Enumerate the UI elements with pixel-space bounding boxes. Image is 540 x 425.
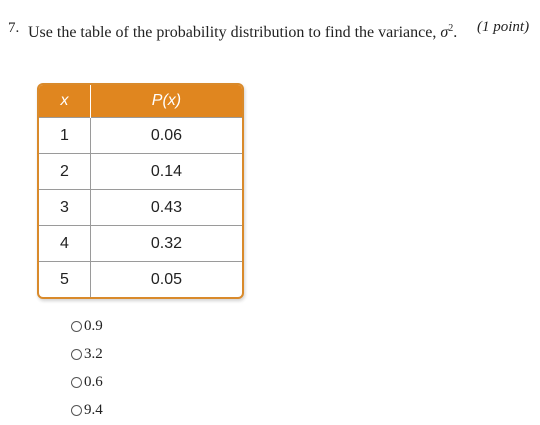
- radio-button[interactable]: [71, 321, 82, 332]
- cell-px: 0.43: [90, 190, 242, 226]
- option-label[interactable]: 3.2: [84, 345, 103, 362]
- question-text: [28, 24, 457, 42]
- cell-px: 0.05: [90, 262, 242, 298]
- cell-x: 3: [39, 190, 90, 226]
- cell-px: 0.06: [90, 118, 242, 154]
- question-end: .: [453, 24, 458, 41]
- header-x: x: [39, 85, 90, 118]
- sigma-symbol: σ: [440, 24, 449, 41]
- table-row: [39, 118, 242, 154]
- table-header-row: [39, 85, 242, 118]
- answer-option-4[interactable]: [71, 396, 103, 424]
- cell-x: 5: [39, 262, 90, 298]
- option-label[interactable]: 0.9: [84, 317, 103, 334]
- radio-button[interactable]: [71, 377, 82, 388]
- question-number: 7.: [8, 20, 20, 36]
- radio-button[interactable]: [71, 349, 82, 360]
- radio-button[interactable]: [71, 405, 82, 416]
- answer-options: [71, 312, 103, 424]
- cell-x: 4: [39, 226, 90, 262]
- table-row: [39, 190, 242, 226]
- probability-table: [37, 83, 244, 299]
- table-row: [39, 262, 242, 298]
- cell-px: 0.14: [90, 154, 242, 190]
- cell-x: 2: [39, 154, 90, 190]
- cell-x: 1: [39, 118, 90, 154]
- table-row: [39, 226, 242, 262]
- cell-px: 0.32: [90, 226, 242, 262]
- header-px: P(x): [90, 85, 242, 118]
- points-label: (1 point): [477, 19, 530, 35]
- option-label[interactable]: 0.6: [84, 373, 103, 390]
- answer-option-2[interactable]: [71, 340, 103, 368]
- table-row: [39, 154, 242, 190]
- sigma-exponent: 2: [448, 23, 454, 34]
- option-label[interactable]: 9.4: [84, 401, 103, 418]
- question-prompt: Use the table of the probability distribution to find the variance,: [28, 24, 441, 41]
- answer-option-1[interactable]: [71, 312, 103, 340]
- answer-option-3[interactable]: [71, 368, 103, 396]
